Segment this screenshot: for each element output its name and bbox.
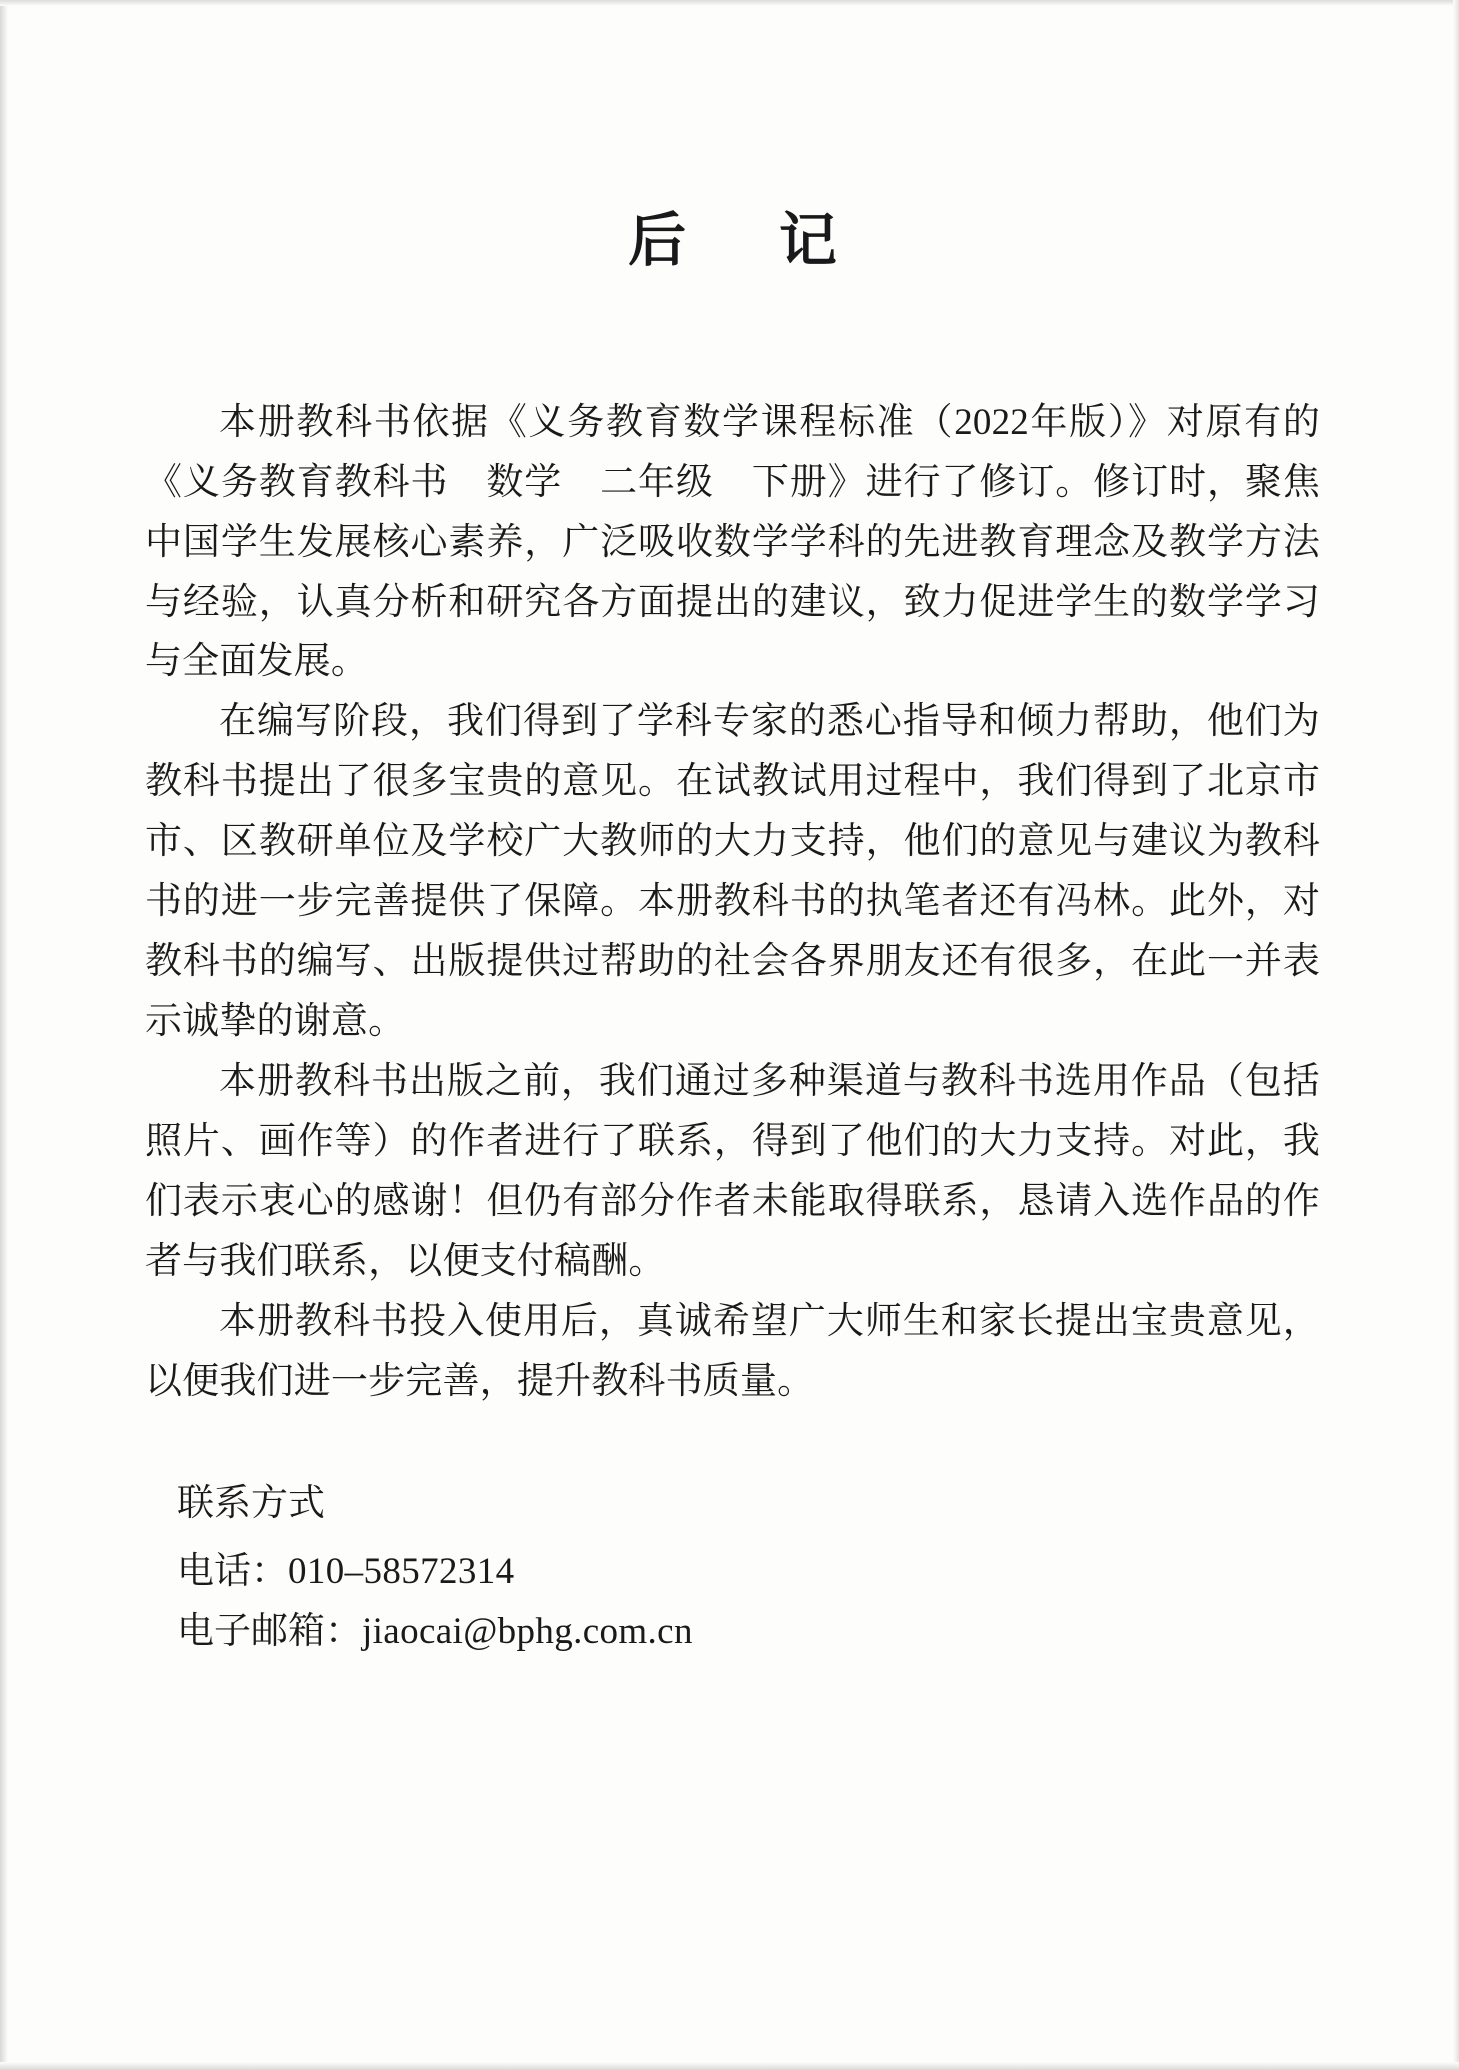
contact-phone-line <box>177 1542 1320 1602</box>
paragraph: 本册教科书依据《义务教育数学课程标准（2022年版）》对原有的《义务教育教科书 数学 二年级 下册》进行了修订。修订时，聚焦中国学生发展核心素养，广泛吸收数学学科的先进教育理念及教学方法与经验，认真分析和研究各方面提出的建议，致力促进学生的数学学习与全面发展。 <box>145 401 1320 683</box>
body-copy <box>145 275 1320 1412</box>
contact-phone-value: 010–58572314 <box>288 1550 515 1592</box>
contact-heading: 联系方式 <box>177 1482 325 1524</box>
contact-email-value: jiaocai@bphg.com.cn <box>362 1610 693 1652</box>
contact-email-line <box>177 1602 1320 1662</box>
paragraph: 本册教科书出版之前，我们通过多种渠道与教科书选用作品（包括照片、画作等）的作者进行了联系，得到了他们的大力支持。对此，我们表示衷心的感谢！但仍有部分作者未能取得联系，恳请入选作品的作者与我们联系，以便支付稿酬。 <box>145 1061 1320 1282</box>
page-content <box>145 0 1320 2070</box>
paragraph: 本册教科书投入使用后，真诚希望广大师生和家长提出宝贵意见，以便我们进一步完善，提升教科书质量。 <box>145 1300 1320 1402</box>
paragraph: 在编写阶段，我们得到了学科专家的悉心指导和倾力帮助，他们为教科书提出了很多宝贵的意见。在试教试用过程中，我们得到了北京市市、区教研单位及学校广大教师的大力支持，他们的意见与建议为教科书的进一步完善提供了保障。本册教科书的执笔者还有冯林。此外，对教科书的编写、出版提供过帮助的社会各界朋友还有很多，在此一并表示诚挚的谢意。 <box>145 701 1320 1043</box>
page-title: 后 记 <box>628 208 855 273</box>
page-edge-shading-right <box>1453 0 1459 2070</box>
page-edge-shading-left <box>0 0 8 2070</box>
contact-email-label: 电子邮箱： <box>177 1610 362 1652</box>
contact-block <box>145 1412 1320 1662</box>
contact-phone-label: 电话： <box>177 1550 288 1592</box>
